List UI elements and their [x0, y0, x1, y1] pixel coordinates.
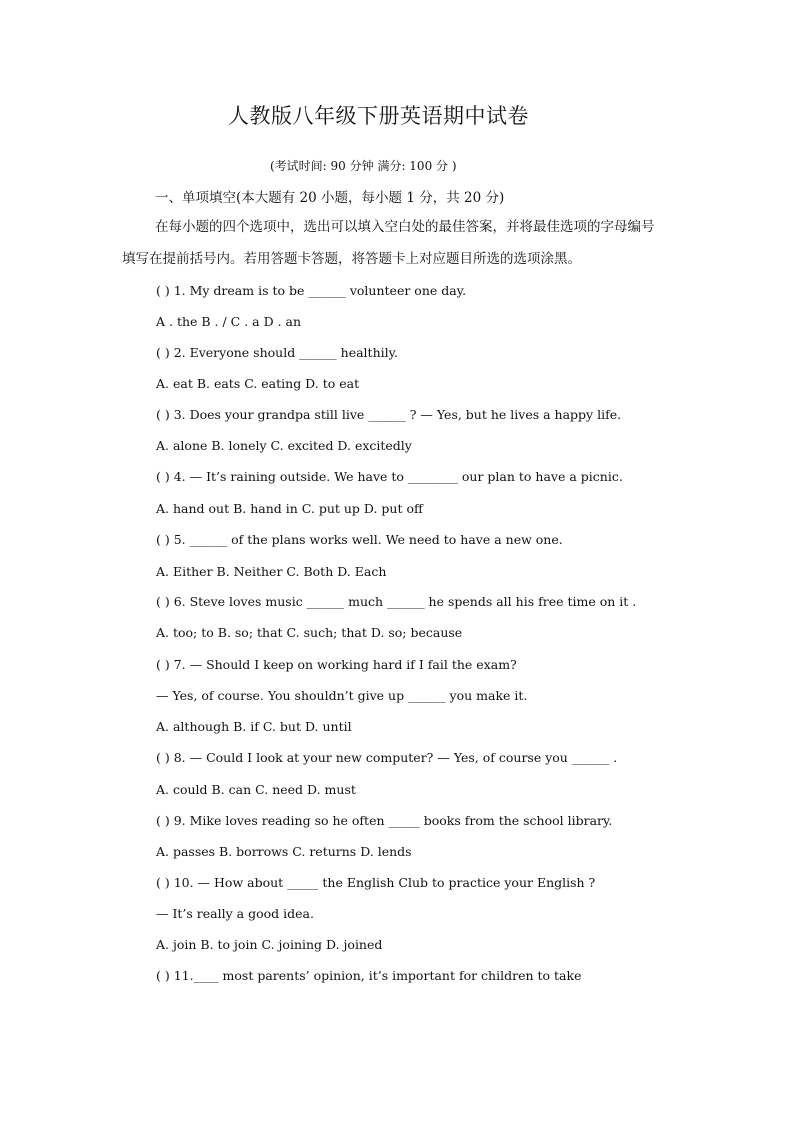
question-6: ( ) 6. Steve loves music ______ much ______ he spends all his free time on it . [156, 594, 637, 609]
question-10: ( ) 10. — How about _____ the English Club to practice your English ? [156, 875, 596, 890]
options-1: A . the B . / C . a D . an [156, 314, 302, 329]
options-5: A. Either B. Neither C. Both D. Each [156, 564, 387, 579]
options-7: A. although B. if C. but D. until [156, 719, 352, 734]
question-1: ( ) 1. My dream is to be ______ volunteer one day. [156, 283, 467, 298]
question-5: ( ) 5. ______ of the plans works well. We need to have a new one. [156, 532, 563, 547]
section-heading: 一、单项填空(本大题有 20 小题，每小题 1 分，共 20 分) [155, 190, 505, 206]
question-4: ( ) 4. — It’s raining outside. We have to ________ our plan to have a picnic. [156, 469, 623, 484]
instructions-line-2: 填写在提前括号内。若用答题卡答题，将答题卡上对应题目所选的选项涂黑。 [122, 251, 581, 267]
question-11: ( ) 11.____ most parents’ opinion, it’s important for children to take [156, 968, 582, 983]
instructions-line-1: 在每小题的四个选项中，选出可以填入空白处的最佳答案，并将最佳选项的字母编号 [155, 219, 655, 235]
question-7-dialog: — Yes, of course. You shouldn’t give up ______ you make it. [156, 688, 528, 703]
options-8: A. could B. can C. need D. must [156, 782, 356, 797]
page-title: 人教版八年级下册英语期中试卷 [228, 104, 529, 128]
question-3: ( ) 3. Does your grandpa still live ______ ? — Yes, but he lives a happy life. [156, 407, 622, 422]
options-6: A. too; to B. so; that C. such; that D. so; because [156, 625, 463, 640]
options-3: A. alone B. lonely C. excited D. excitedly [156, 438, 412, 453]
options-10: A. join B. to join C. joining D. joined [156, 937, 383, 952]
exam-info: (考试时间: 90 分钟 满分: 100 分 ) [270, 159, 457, 173]
question-8: ( ) 8. — Could I look at your new computer? — Yes, of course you ______ . [156, 750, 618, 765]
options-2: A. eat B. eats C. eating D. to eat [156, 376, 360, 391]
question-10-dialog: — It’s really a good idea. [156, 906, 314, 921]
options-4: A. hand out B. hand in C. put up D. put off [156, 501, 423, 516]
options-9: A. passes B. borrows C. returns D. lends [156, 844, 412, 859]
question-2: ( ) 2. Everyone should ______ healthily. [156, 345, 398, 360]
question-9: ( ) 9. Mike loves reading so he often _____ books from the school library. [156, 813, 613, 828]
question-7: ( ) 7. — Should I keep on working hard if I fail the exam? [156, 657, 517, 672]
